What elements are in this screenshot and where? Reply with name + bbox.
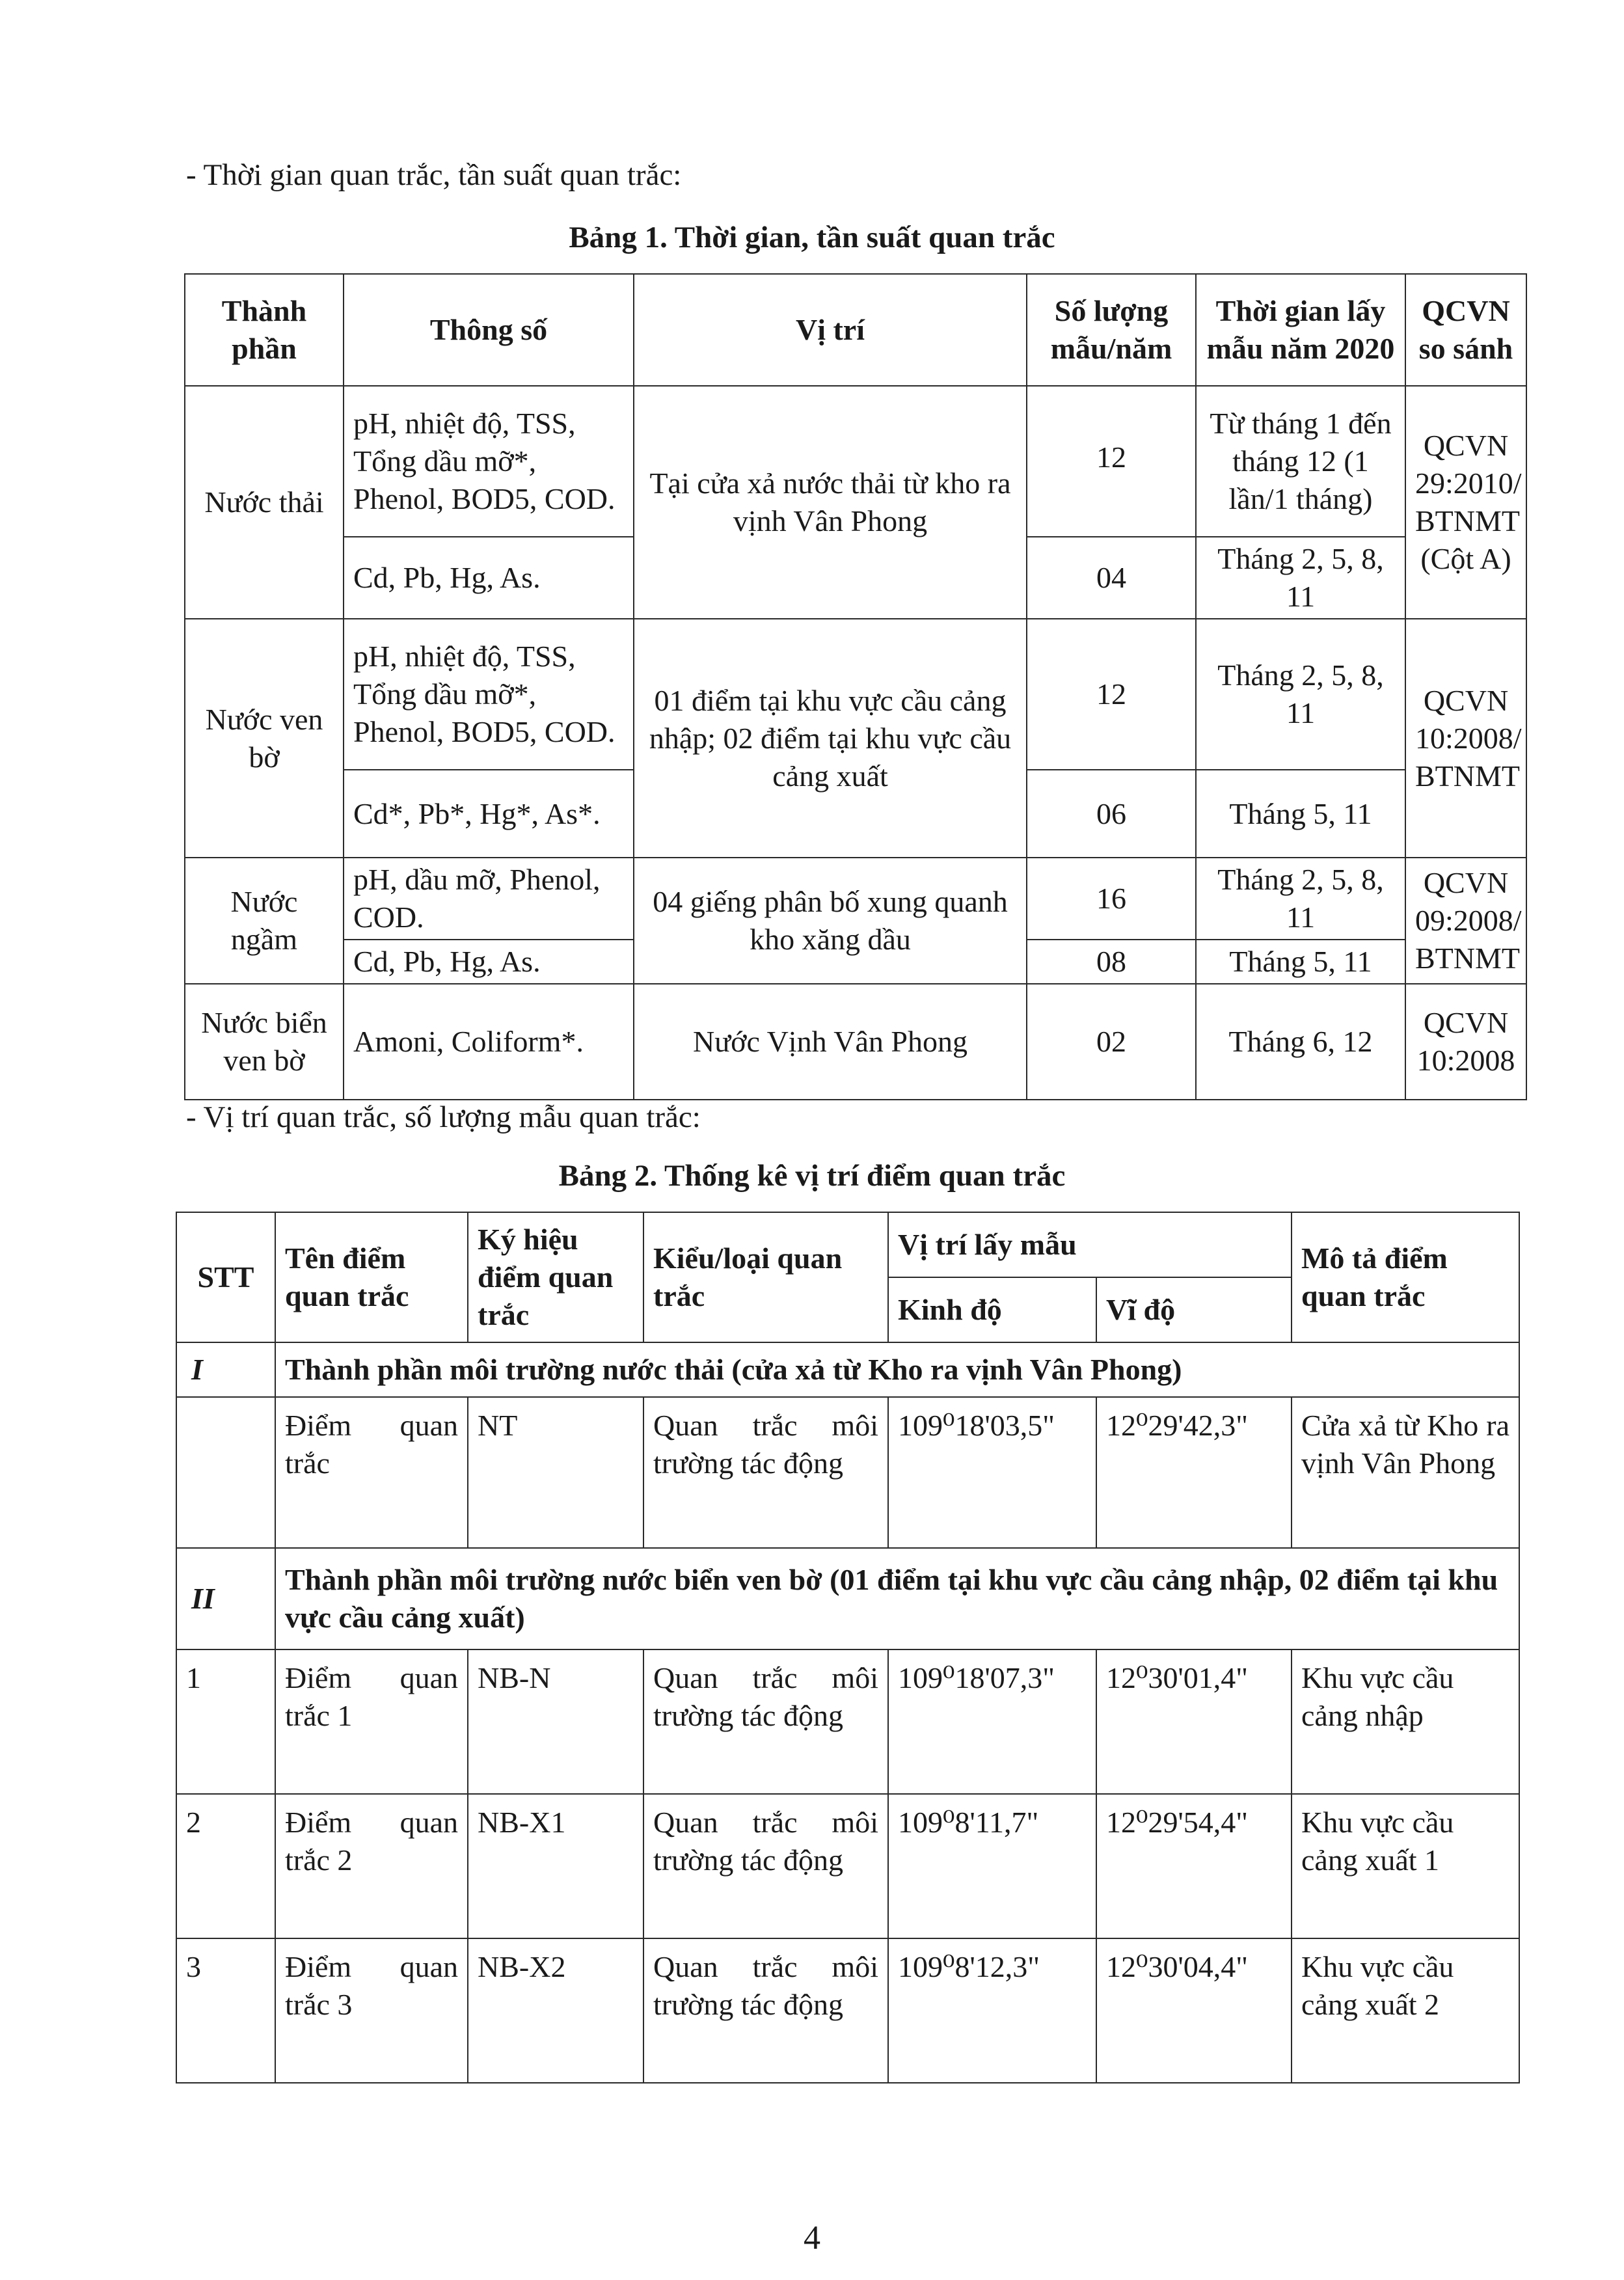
table-row [185, 858, 1526, 940]
header-point-description: Mô tả điểm quan trắc [1292, 1212, 1519, 1342]
stt-cell: 1 [176, 1649, 275, 1794]
point-description-cell: Khu vực cầu cảng xuất 1 [1292, 1794, 1519, 1938]
monitoring-points-table [176, 1212, 1520, 2083]
sample-count-cell: 02 [1027, 984, 1196, 1100]
point-symbol-cell: NB-N [468, 1649, 643, 1794]
sampling-time-cell: Từ tháng 1 đến tháng 12 (1 lần/1 tháng) [1196, 386, 1405, 537]
monitoring-type-cell: Quan trắc môi trường tác động [643, 1649, 888, 1794]
longitude-cell: 109⁰18'07,3" [888, 1649, 1096, 1794]
sample-count-cell: 12 [1027, 386, 1196, 537]
table1-header-row [185, 274, 1526, 386]
header-latitude: Vĩ độ [1096, 1277, 1292, 1342]
parameters-cell: Cd*, Pb*, Hg*, As*. [344, 770, 634, 858]
point-description-cell: Khu vực cầu cảng xuất 2 [1292, 1938, 1519, 2083]
standard-cell: QCVN 10:2008/ BTNMT [1405, 619, 1526, 858]
table-row [185, 386, 1526, 537]
location-cell: 01 điểm tại khu vực cầu cảng nhập; 02 điểm tại khu vực cầu cảng xuất [634, 619, 1027, 858]
parameters-cell: Cd, Pb, Hg, As. [344, 537, 634, 619]
table-row [176, 1649, 1519, 1794]
longitude-cell: 109⁰18'03,5" [888, 1397, 1096, 1548]
table-row [176, 1794, 1519, 1938]
table-row [185, 984, 1526, 1100]
header-longitude: Kinh độ [888, 1277, 1096, 1342]
header-sampling-time: Thời gian lấy mẫu năm 2020 [1196, 274, 1405, 386]
point-symbol-cell: NT [468, 1397, 643, 1548]
latitude-cell: 12⁰29'54,4" [1096, 1794, 1292, 1938]
monitoring-type-cell: Quan trắc môi trường tác động [643, 1794, 888, 1938]
point-name-cell: Điểm quan trắc [275, 1397, 468, 1548]
sampling-time-cell: Tháng 5, 11 [1196, 770, 1405, 858]
header-point-symbol: Ký hiệu điểm quan trắc [468, 1212, 643, 1342]
parameters-cell: Amoni, Coliform*. [344, 984, 634, 1100]
stt-cell: 3 [176, 1938, 275, 2083]
monitoring-frequency-table [184, 273, 1527, 1100]
sample-count-cell: 16 [1027, 858, 1196, 940]
section-number: I [176, 1342, 275, 1397]
point-description-cell: Cửa xả từ Kho ra vịnh Vân Phong [1292, 1397, 1519, 1548]
point-name-cell: Điểm quan trắc 2 [275, 1794, 468, 1938]
latitude-cell: 12⁰29'42,3" [1096, 1397, 1292, 1548]
header-component: Thành phần [185, 274, 344, 386]
longitude-cell: 109⁰8'12,3" [888, 1938, 1096, 2083]
sample-count-cell: 04 [1027, 537, 1196, 619]
parameters-cell: pH, nhiệt độ, TSS, Tổng dầu mỡ*, Phenol, BOD5, COD. [344, 619, 634, 770]
header-sampling-position: Vị trí lấy mẫu [888, 1212, 1292, 1277]
sample-count-cell: 12 [1027, 619, 1196, 770]
stt-cell [176, 1397, 275, 1548]
header-monitoring-type: Kiểu/loại quan trắc [643, 1212, 888, 1342]
sampling-time-cell: Tháng 2, 5, 8, 11 [1196, 858, 1405, 940]
location-cell: Tại cửa xả nước thải từ kho ra vịnh Vân Phong [634, 386, 1027, 619]
sampling-time-cell: Tháng 5, 11 [1196, 940, 1405, 984]
standard-cell: QCVN 29:2010/ BTNMT (Cột A) [1405, 386, 1526, 619]
monitoring-type-cell: Quan trắc môi trường tác động [643, 1938, 888, 2083]
section-number: II [176, 1548, 275, 1649]
point-description-cell: Khu vực cầu cảng nhập [1292, 1649, 1519, 1794]
point-name-cell: Điểm quan trắc 3 [275, 1938, 468, 2083]
section-row [176, 1548, 1519, 1649]
monitoring-type-cell: Quan trắc môi trường tác động [643, 1397, 888, 1548]
section-row [176, 1342, 1519, 1397]
point-symbol-cell: NB-X1 [468, 1794, 643, 1938]
longitude-cell: 109⁰8'11,7" [888, 1794, 1096, 1938]
header-standard: QCVN so sánh [1405, 274, 1526, 386]
parameters-cell: pH, nhiệt độ, TSS, Tổng dầu mỡ*, Phenol, BOD5, COD. [344, 386, 634, 537]
latitude-cell: 12⁰30'01,4" [1096, 1649, 1292, 1794]
table-row [185, 619, 1526, 770]
sampling-time-cell: Tháng 6, 12 [1196, 984, 1405, 1100]
stt-cell: 2 [176, 1794, 275, 1938]
header-location: Vị trí [634, 274, 1027, 386]
location-cell: Nước Vịnh Vân Phong [634, 984, 1027, 1100]
location-cell: 04 giếng phân bố xung quanh kho xăng dầu [634, 858, 1027, 984]
table2-caption: Bảng 2. Thống kê vị trí điểm quan trắc [558, 1159, 1066, 1193]
header-stt: STT [176, 1212, 275, 1342]
intro-location-count: - Vị trí quan trắc, số lượng mẫu quan trắc: [186, 1100, 701, 1134]
point-name-cell: Điểm quan trắc 1 [275, 1649, 468, 1794]
sampling-time-cell: Tháng 2, 5, 8, 11 [1196, 537, 1405, 619]
point-symbol-cell: NB-X2 [468, 1938, 643, 2083]
page-number: 4 [804, 2219, 820, 2257]
parameters-cell: Cd, Pb, Hg, As. [344, 940, 634, 984]
component-cell: Nước thải [185, 386, 344, 619]
table-row [176, 1938, 1519, 2083]
section-title: Thành phần môi trường nước biển ven bờ (01 điểm tại khu vực cầu cảng nhập, 02 điểm tại khu vực cầu cảng xuất) [275, 1548, 1519, 1649]
table1-caption: Bảng 1. Thời gian, tần suất quan trắc [569, 221, 1055, 254]
sample-count-cell: 06 [1027, 770, 1196, 858]
component-cell: Nước ngầm [185, 858, 344, 984]
table-row [176, 1397, 1519, 1548]
section-title: Thành phần môi trường nước thải (cửa xả từ Kho ra vịnh Vân Phong) [275, 1342, 1519, 1397]
table2-header-row [176, 1212, 1519, 1277]
latitude-cell: 12⁰30'04,4" [1096, 1938, 1292, 2083]
intro-time-frequency: - Thời gian quan trắc, tần suất quan trắc: [186, 158, 682, 192]
header-parameters: Thông số [344, 274, 634, 386]
component-cell: Nước ven bờ [185, 619, 344, 858]
standard-cell: QCVN 09:2008/ BTNMT [1405, 858, 1526, 984]
standard-cell: QCVN 10:2008 [1405, 984, 1526, 1100]
sampling-time-cell: Tháng 2, 5, 8, 11 [1196, 619, 1405, 770]
component-cell: Nước biển ven bờ [185, 984, 344, 1100]
sample-count-cell: 08 [1027, 940, 1196, 984]
header-point-name: Tên điểm quan trắc [275, 1212, 468, 1342]
parameters-cell: pH, dầu mỡ, Phenol, COD. [344, 858, 634, 940]
header-sample-count: Số lượng mẫu/năm [1027, 274, 1196, 386]
